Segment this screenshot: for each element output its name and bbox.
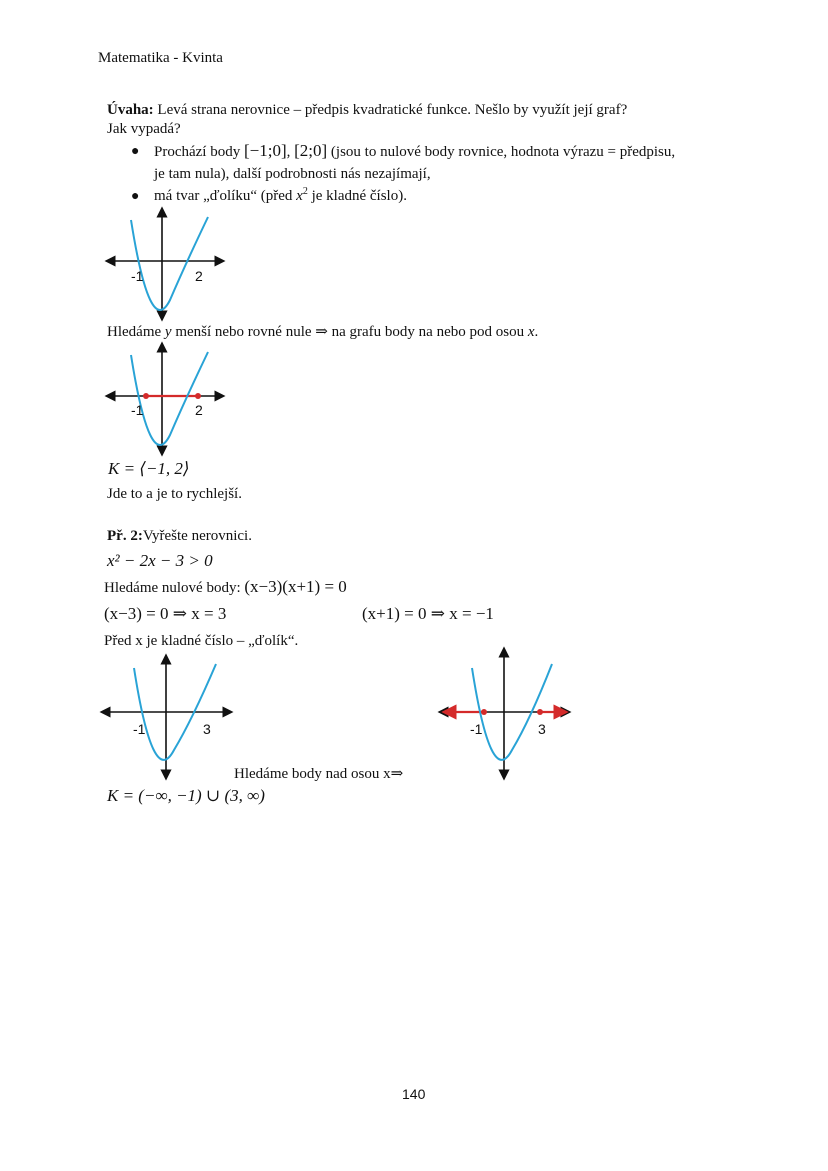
search-sentence-2: Hledáme body nad osou x⇒ <box>234 766 404 782</box>
parabola-graph-1 <box>110 212 220 316</box>
bullet-marker: ● <box>131 189 140 204</box>
root-1: (x−3) = 0 ⇒ x = 3 <box>104 604 227 623</box>
page-number: 140 <box>402 1086 426 1102</box>
x-label-right: 2 <box>195 268 203 284</box>
inequality: x² − 2x − 3 > 0 <box>107 551 213 570</box>
root-point-left <box>143 393 149 399</box>
bullet-1-continued: je tam nula), další podrobnosti nás nezajímají, <box>154 166 431 182</box>
bullet-marker: ● <box>131 144 140 159</box>
parabola-graph-4 <box>443 652 566 775</box>
x-label-right: 3 <box>538 721 546 737</box>
zeros-line: Hledáme nulové body: (x−3)(x+1) = 0 <box>104 577 347 596</box>
root-point-right <box>537 709 543 715</box>
bullet-2: má tvar „ďolíku“ (před $x^2$ je kladné číslo). <box>154 186 407 204</box>
x-label-right: 2 <box>195 402 203 418</box>
shape-note: Před x je kladné číslo – „ďolík“. <box>104 633 299 649</box>
page-header: Matematika - Kvinta <box>98 50 223 66</box>
root-2: (x+1) = 0 ⇒ x = −1 <box>362 604 494 623</box>
bullet-1: Prochází body [−1;0], [2;0] (jsou to nulové body rovnice, hodnota výrazu = předpisu, <box>154 141 676 160</box>
uvaha-lead: Úvaha: <box>107 102 154 118</box>
uvaha-line-2: Jak vypadá? <box>107 121 181 137</box>
point-minus-one: [−1;0] <box>243 141 287 160</box>
solution-set-1: K = ⟨−1, 2⟩ <box>108 459 190 478</box>
parabola-curve <box>131 217 208 310</box>
exercise-2-heading: Př. 2:Vyřešte nerovnici. <box>107 528 252 544</box>
x-label-left: -1 <box>131 268 144 284</box>
parabola-graph-2 <box>110 347 220 451</box>
root-point-left <box>481 709 487 715</box>
search-sentence-1: Hledáme y menší nebo rovné nule ⇒ na grafu body na nebo pod osou x. <box>107 324 539 340</box>
parabola-graph-3 <box>105 659 228 775</box>
root-point-right <box>195 393 201 399</box>
x-label-left: -1 <box>133 721 146 737</box>
x-label-left: -1 <box>470 721 483 737</box>
zeros-equation: (x−3)(x+1) = 0 <box>244 577 347 596</box>
remark: Jde to a je to rychlejší. <box>107 486 242 502</box>
x-label-left: -1 <box>131 402 144 418</box>
solution-set-2: K = (−∞, −1) ∪ (3, ∞) <box>107 786 265 805</box>
point-two: [2;0] <box>294 141 328 160</box>
x-label-right: 3 <box>203 721 211 737</box>
uvaha-text: Levá strana nerovnice – předpis kvadratické funkce. Nešlo by využít její graf? <box>153 102 628 118</box>
